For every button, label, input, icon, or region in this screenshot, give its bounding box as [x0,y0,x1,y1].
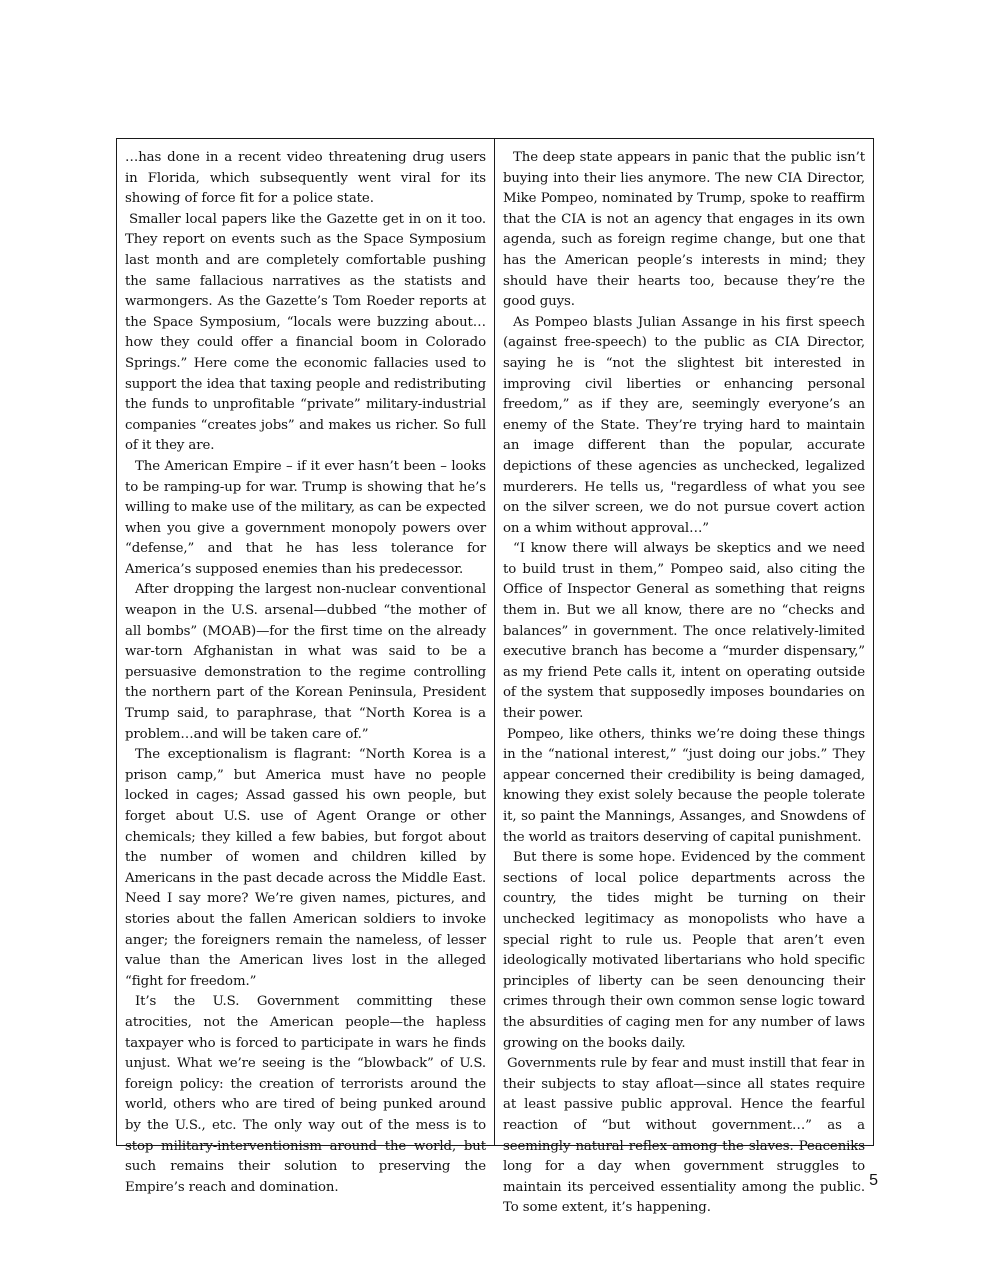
paragraph: Smaller local papers like the Gazette get in on it too. They report on events such as the Space Symposium last month and are completely comfortable pushing the same fallacious narratives as the statists and warmongers. As the Gazette’s Tom Roeder reports at the Space Symposium, “locals were buzzing about…how they could offer a financial boom in Colorado Springs.” Here come the economic fallacies used to support the idea that taxing people and redistributing the funds to unprofitable “private” military-industrial companies “creates jobs” and makes us richer. So full of it they are. [125,211,486,454]
paragraph: But there is some hope. Evidenced by the comment sections of local police departments across the country, the tides might be turning on their unchecked legitimacy as monopolists who have a special right to rule us. People that aren’t even ideologically motivated libertarians who hold specific principles of liberty can be seen denouncing their crimes through their own common sense logic toward the absurdities of caging men for any number of laws growing on the books daily. [503,850,865,1051]
paragraph: The deep state appears in panic that the public isn’t buying into their lies anymore. The new CIA Director, Mike Pompeo, nominated by Trump, spoke to reaffirm that the CIA is not an agency that engages in its own agenda, such as foreign regime change, but one that has the American people’s interests in mind; they should have their hearts too, because they’re the good guys. [503,150,865,310]
paragraph: Governments rule by fear and must instill that fear in their subjects to stay afloat—since all states require at least passive public approval. Hence the fearful reaction of “but without government…” as a seemingly natural reflex among the slaves. Peaceniks long for a day when government struggles to maintain its perceived essentiality among the public. To some extent, it’s happening. [503,1056,865,1216]
paragraph: The exceptionalism is flagrant: “North Korea is a prison camp,” but America must have no people locked in cages; Assad gassed his own people, but forget about U.S. use of Agent Orange or other chemicals; they killed a few babies, but forgot about the number of women and children killed by Americans in the past decade across the Middle East. Need I say more? We’re given names, pictures, and stories about the fallen American soldiers to invoke anger; the foreigners remain the nameless, of lesser value than the American lives lost in the alleged “fight for freedom.” [125,747,486,989]
paragraph: “I know there will always be skeptics and we need to build trust in them,” Pompeo said, also citing the Office of Inspector General as something that reigns them in. But we all know, there are no “checks and balances” in government. The once relatively-limited executive branch has become a “murder dispensary,” as my friend Pete calls it, intent on operating outside of the system that supposedly imposes boundaries on their power. [503,541,865,722]
left-column [117,139,495,1195]
paragraph: Pompeo, like others, thinks we’re doing these things in the “national interest,” “just doing our jobs.” They appear concerned their credibility is being damaged, knowing they exist solely because the people tolerate it, so paint the Mannings, Assanges, and Snowdens of the world as traitors deserving of capital punishment. [503,726,865,845]
right-column [495,139,873,1216]
page-number: 5 [869,1172,878,1189]
paragraph: The American Empire – if it ever hasn’t been – looks to be ramping-up for war. Trump is showing that he’s willing to make use of the military, as can be expected when you give a government monopoly powers over “defense,” and that he has less tolerance for America’s supposed enemies than his predecessor. [125,458,486,577]
text-frame [116,138,874,1216]
paragraph: …has done in a recent video threatening drug users in Florida, which subsequently went viral for its showing of force fit for a police state. [125,150,486,207]
paragraph: As Pompeo blasts Julian Assange in his first speech (against free-speech) to the public as CIA Director, saying he is “not the slightest bit interested in improving civil liberties or enhancing personal freedom,” as if they are, seemingly everyone’s an enemy of the State. They’re trying hard to maintain an image different than the popular, accurate depictions of these agencies as unchecked, legalized murderers. He tells us, "regardless of what you see on the silver screen, we do not pursue covert action on a whim without approval…” [503,314,865,536]
paragraph: It’s the U.S. Government committing these atrocities, not the American people—the hapless taxpayer who is forced to participate in wars he finds unjust. What we’re seeing is the “blowback” of U.S. foreign policy: the creation of terrorists around the world, others who are tired of being punked around by the U.S., etc. The only way out of the mess is to stop military-interventionism around the world, but such remains their solution to preserving the Empire’s reach and domination. [125,994,486,1195]
paragraph: After dropping the largest non-nuclear conventional weapon in the U.S. arsenal—dubbed “the mother of all bombs” (MOAB)—for the first time on the already war-torn Afghanistan in what was said to be a persuasive demonstration to the regime controlling the northern part of the Korean Peninsula, President Trump said, to paraphrase, that “North Korea is a problem…and will be taken care of.” [125,582,486,742]
